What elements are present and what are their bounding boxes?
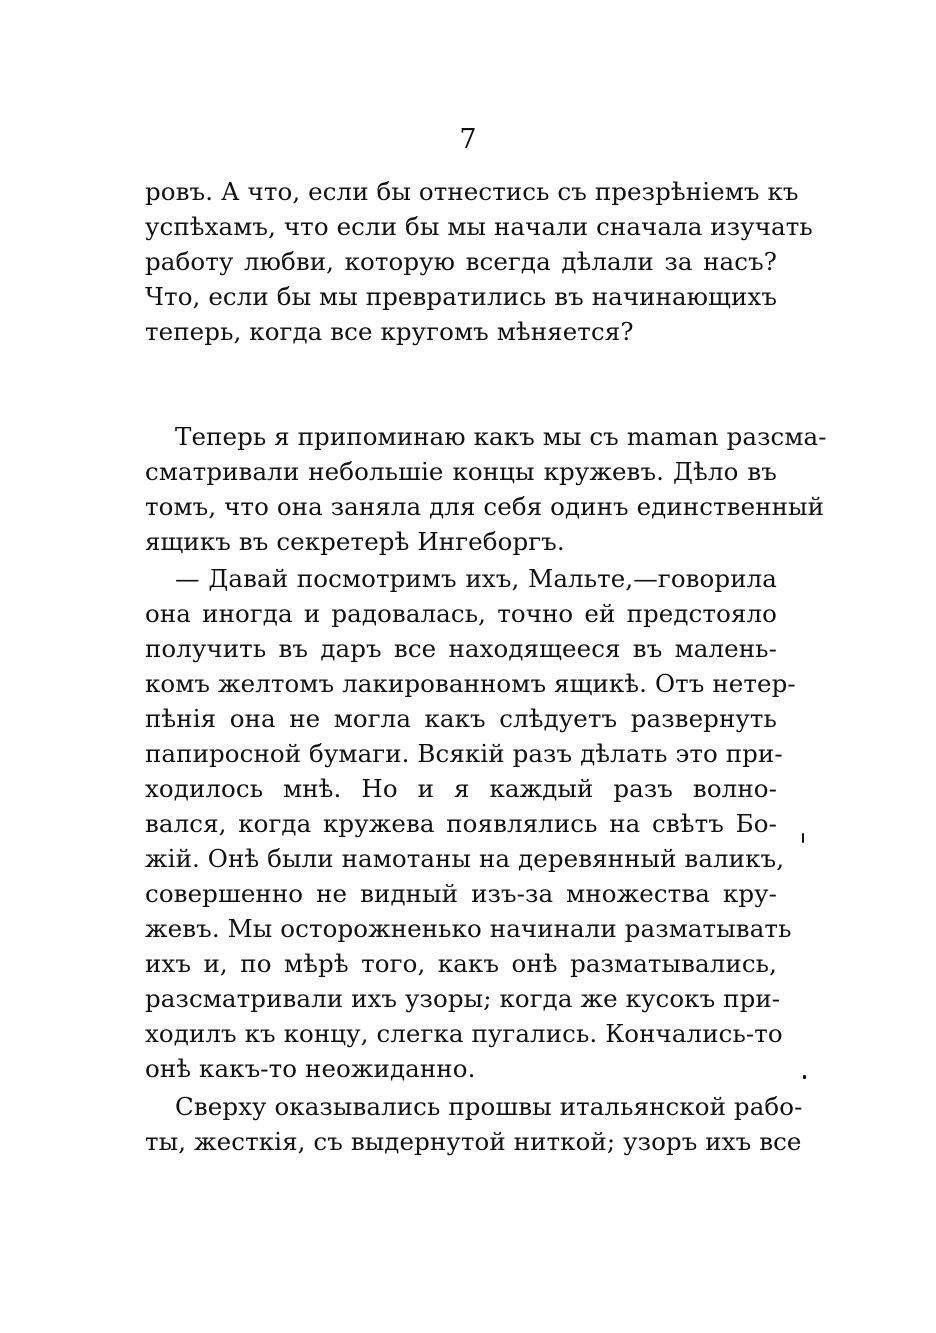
text-line: ты, жесткія, съ выдернутой ниткой; узоръ ихъ все — [145, 1127, 802, 1156]
text-line: ходилъ къ концу, слегка пугались. Кончались-то — [145, 1019, 783, 1048]
page-number: 7 — [459, 124, 477, 155]
text-line: папиросной бумаги. Всякій разъ дѣлать это при- — [145, 739, 783, 768]
scan-speck — [802, 833, 804, 843]
text-line: совершенно не видный изъ-за множества кру- — [145, 879, 777, 908]
text-line: получить въ даръ все находящееся въ малень- — [145, 634, 777, 663]
text-line: ящикъ въ секретерѣ Ингеборгъ. — [145, 527, 565, 556]
text-line: Что, если бы мы превратились въ начинающихъ — [145, 282, 778, 311]
text-line: ровъ. А что, если бы отнестись съ презрѣніемъ къ — [145, 177, 799, 206]
text-line: ходилось мнѣ. Но и я каждый разъ волно- — [145, 774, 777, 803]
paragraph-2 — [145, 419, 827, 559]
text-line: Сверху оказывались прошвы итальянской рабо- — [175, 1092, 803, 1121]
paragraph-3 — [145, 561, 796, 1086]
paragraph-4 — [145, 1089, 803, 1159]
text-line: жевъ. Мы осторожненько начинали разматывать — [145, 914, 792, 943]
text-line: успѣхамъ, что если бы мы начали сначала изучать — [145, 212, 813, 241]
scan-speck — [803, 1075, 806, 1079]
text-line: разсматривали ихъ узоры; когда же кусокъ при- — [145, 984, 781, 1013]
text-line: теперь, когда все кругомъ мѣняется? — [145, 317, 634, 346]
paragraph-1 — [145, 174, 813, 349]
text-line: Теперь я припоминаю какъ мы съ maman разсма- — [175, 422, 827, 451]
text-line: работу любви, которую всегда дѣлали за насъ? — [145, 247, 777, 276]
text-line: жій. Онѣ были намотаны на деревянный валикъ, — [145, 844, 785, 873]
text-line: — Давай посмотримъ ихъ, Мальте,—говорила — [175, 564, 777, 593]
text-line: комъ желтомъ лакированномъ ящикѣ. Отъ нетер- — [145, 669, 796, 698]
text-line: онѣ какъ-то неожиданно. — [145, 1054, 476, 1083]
text-line: ихъ и, по мѣрѣ того, какъ онѣ разматывались, — [145, 949, 777, 978]
text-line: сматривали небольшіе концы кружевъ. Дѣло въ — [145, 457, 777, 486]
text-line: она иногда и радовалась, точно ей предстояло — [145, 599, 777, 628]
text-line: томъ, что она заняла для себя одинъ единственный — [145, 492, 825, 521]
text-line: вался, когда кружева появлялись на свѣтъ Бо- — [145, 809, 777, 838]
text-line: пѣнія она не могла какъ слѣдуетъ развернуть — [145, 704, 777, 733]
